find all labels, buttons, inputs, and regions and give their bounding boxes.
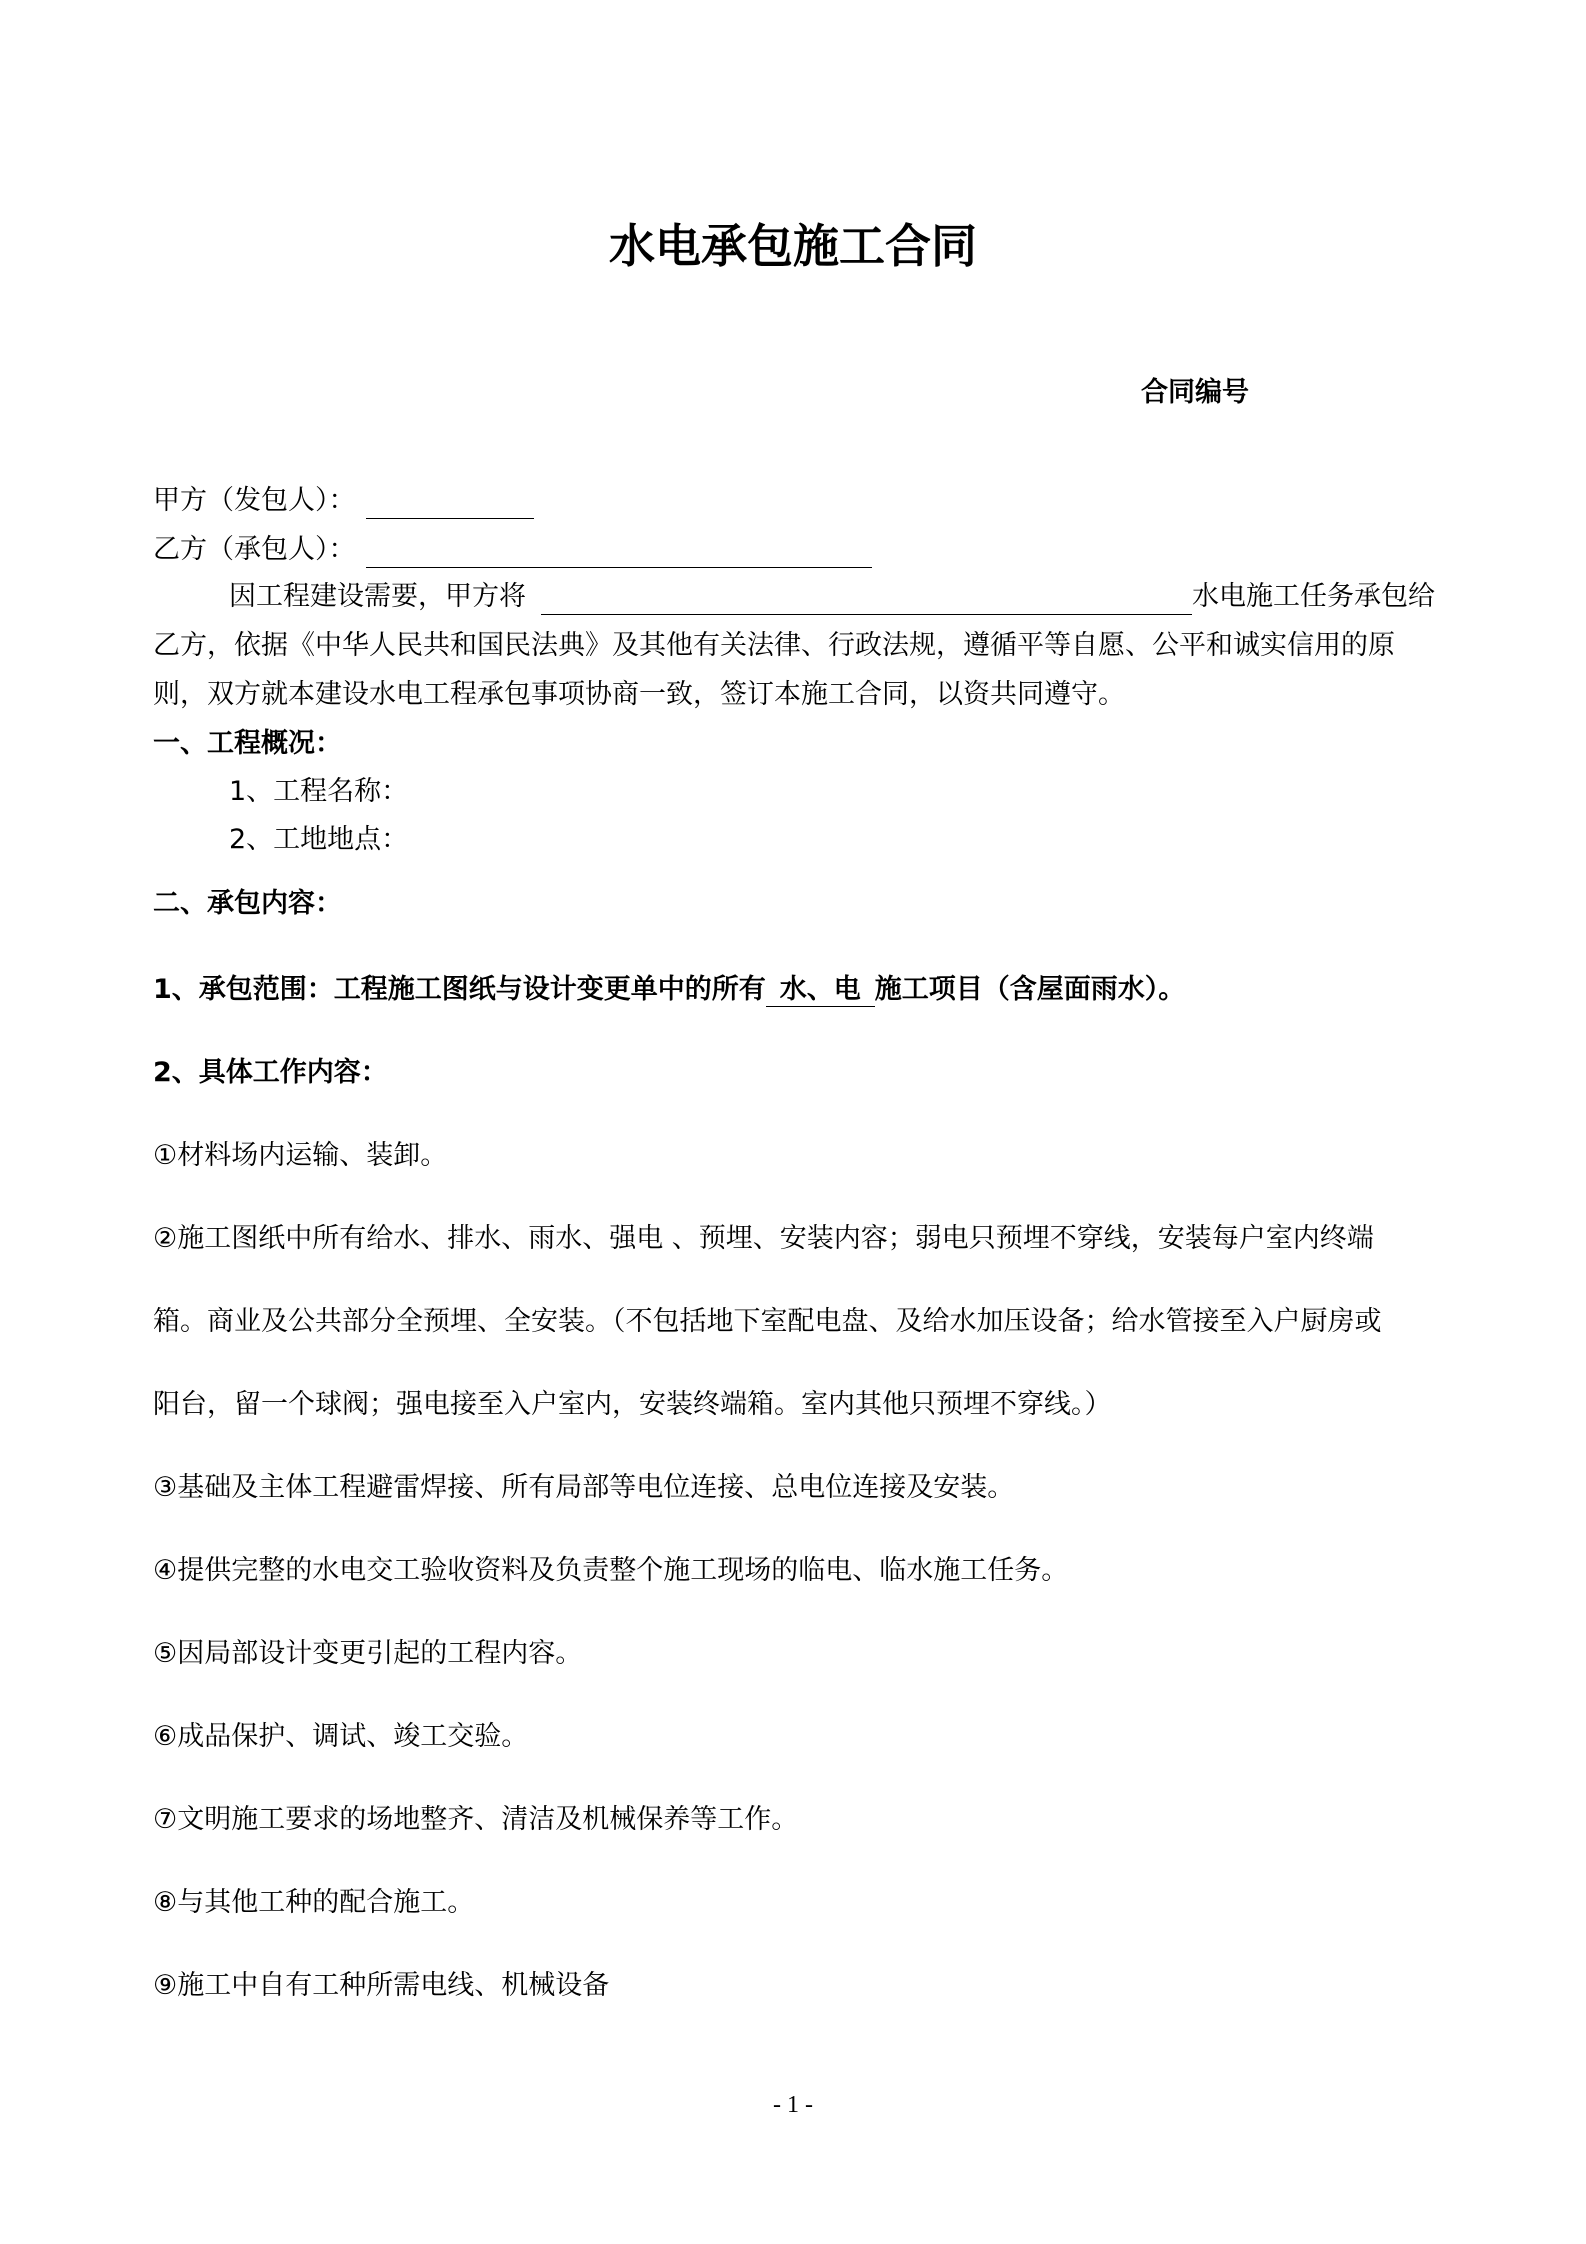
project-site-label: 2、工地地点：: [229, 824, 409, 855]
intro-line1-start: 因工程建设需要，甲方将: [229, 581, 526, 612]
scope-underlined-text: 水、电: [766, 974, 875, 1007]
work-item-4: ④提供完整的水电交工验收资料及负责整个施工现场的临电、临水施工任务。: [153, 1555, 1069, 1586]
work-item-3: ③基础及主体工程避雷焊接、所有局部等电位连接、总电位连接及安装。: [153, 1472, 1015, 1503]
work-item-7: ⑦文明施工要求的场地整齐、清洁及机械保养等工作。: [153, 1804, 799, 1835]
intro-line1-end: 水电施工任务承包给: [1192, 581, 1435, 612]
party-a-label: 甲方（发包人）：: [153, 485, 356, 516]
project-blank[interactable]: [541, 614, 1192, 615]
page-number: - 1 -: [773, 2092, 813, 2118]
contract-number-label: 合同编号: [1141, 377, 1249, 408]
project-name-label: 1、工程名称：: [229, 776, 409, 807]
work-item-2-line2: 箱。商业及公共部分全预埋、全安装。（不包括地下室配电盘、及给水加压设备；给水管接至入户厨房或: [153, 1306, 1382, 1337]
work-content-heading: 2、具体工作内容：: [153, 1057, 388, 1088]
intro-line3: 则，双方就本建设水电工程承包事项协商一致，签订本施工合同，以资共同遵守。: [153, 679, 1125, 710]
scope-text-start: 1、承包范围：工程施工图纸与设计变更单中的所有: [153, 974, 766, 1005]
document-title: 水电承包施工合同: [609, 219, 977, 273]
work-item-1: ①材料场内运输、装卸。: [153, 1140, 448, 1171]
work-item-9: ⑨施工中自有工种所需电线、机械设备: [153, 1970, 610, 2001]
work-item-2-line1: ②施工图纸中所有给水、排水、雨水、强电 、预埋、安装内容；弱电只预埋不穿线，安装每户室内终端: [153, 1223, 1374, 1254]
work-item-5: ⑤因局部设计变更引起的工程内容。: [153, 1638, 583, 1669]
party-a-blank[interactable]: [366, 518, 534, 519]
scope-line: [153, 972, 1185, 1008]
work-item-2-line3: 阳台，留一个球阀；强电接至入户室内，安装终端箱。室内其他只预埋不穿线。）: [153, 1389, 1112, 1420]
section1-heading: 一、工程概况：: [153, 728, 342, 759]
party-b-blank[interactable]: [366, 567, 872, 568]
party-b-label: 乙方（承包人）：: [153, 534, 356, 565]
intro-line2: 乙方，依据《中华人民共和国民法典》及其他有关法律、行政法规，遵循平等自愿、公平和诚实信用的原: [153, 630, 1395, 661]
work-item-6: ⑥成品保护、调试、竣工交验。: [153, 1721, 529, 1752]
scope-text-end: 施工项目（含屋面雨水）。: [874, 974, 1186, 1005]
work-item-8: ⑧与其他工种的配合施工。: [153, 1887, 475, 1918]
section2-heading: 二、承包内容：: [153, 888, 342, 919]
